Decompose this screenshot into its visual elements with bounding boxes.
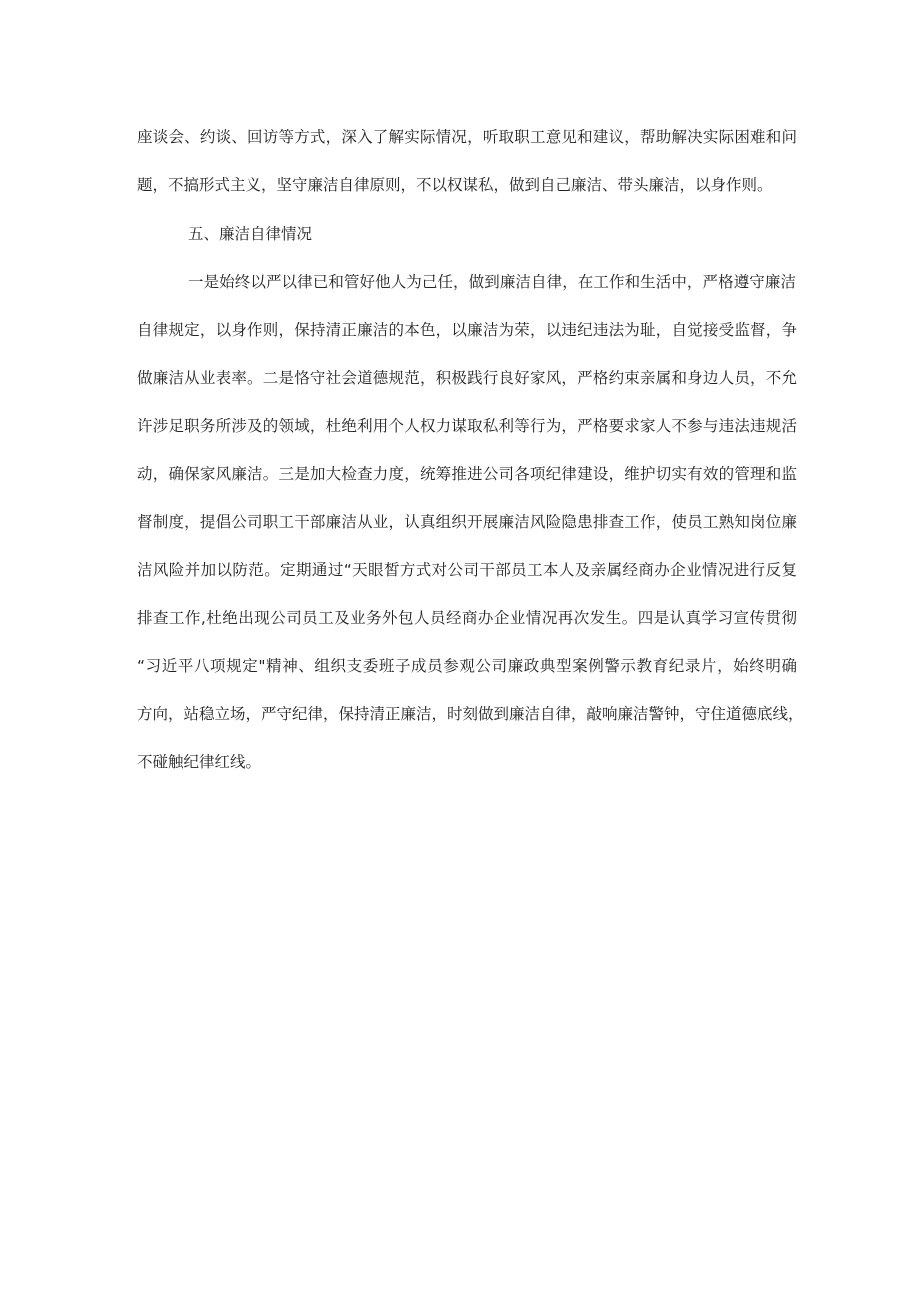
text-line: 做廉洁从业表率。二是恪守社会道德规范，积极践行良好家风，严格约束亲属和身边人员，不允 [137, 369, 797, 387]
text-line: 排查工作,杜绝出现公司员工及业务外包人员经商办企业情况再次发生。四是认真学习宣传贯彻 [137, 609, 797, 627]
section-heading: 五、廉洁自律情况 [188, 225, 313, 243]
text-line: 座谈会、约谈、回访等方式，深入了解实际情况，听取职工意见和建议，帮助解决实际困难和问 [137, 128, 797, 146]
text-line: “习近平八项规定"精神、组织支委班子成员参观公司廉政典型案例警示教育纪录片，始终明确 [137, 657, 797, 675]
text-line: 督制度，提倡公司职工干部廉洁从业，认真组织开展廉洁风险隐患排查工作，使员工熟知岗位廉 [137, 513, 797, 531]
text-line: 动，确保家风廉洁。三是加大检查力度，统筹推进公司各项纪律建设，维护切实有效的管理和监 [137, 465, 797, 483]
text-line: 方向，站稳立场，严守纪律，保持清正廉洁，时刻做到廉洁自律，敲响廉洁警钟，守住道德底线， [137, 705, 804, 723]
text-line: 洁风险并加以防范。定期通过“天眼皙方式对公司干部员工本人及亲属经商办企业情况进行反复 [137, 561, 797, 579]
text-line: 一是始终以严以律已和管好他人为己任，做到廉洁自律，在工作和生活中，严格遵守廉洁 [188, 273, 796, 291]
text-line: 许涉足职务所涉及的领域，杜绝利用个人权力谋取私利等行为，严格要求家人不参与违法违规活 [137, 417, 797, 435]
text-line: 自律规定，以身作则，保持清正廉洁的本色，以廉洁为荣，以违纪违法为耻，自觉接受监督，争 [137, 321, 797, 339]
text-line: 不碰触纪律红线。 [137, 753, 262, 771]
text-line: 题，不搞形式主义，坚守廉洁自律原则，不以权谋私，做到自己廉洁、带头廉洁，以身作则。 [137, 176, 773, 194]
